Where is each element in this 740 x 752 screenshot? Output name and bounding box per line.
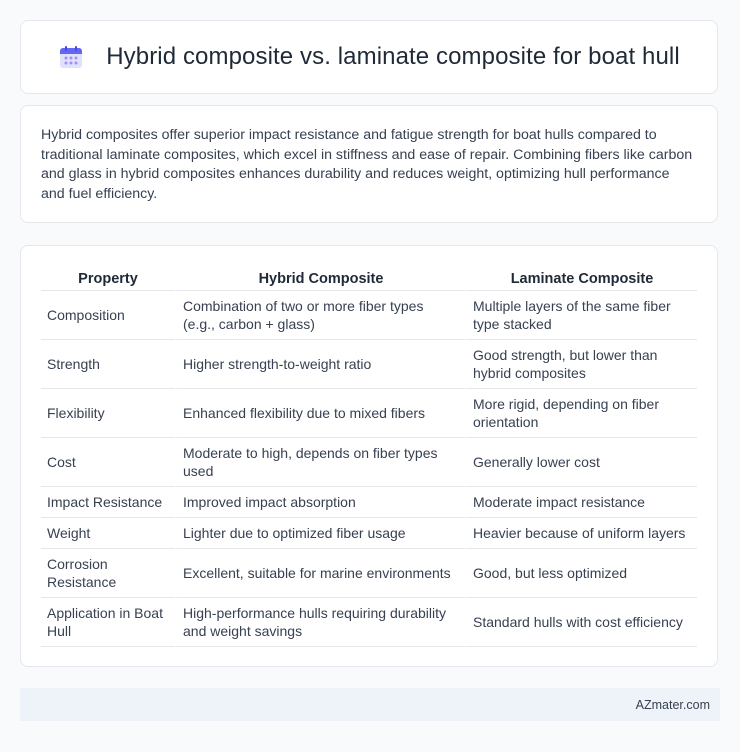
cell-property: Corrosion Resistance bbox=[41, 549, 175, 598]
cell-hybrid: Higher strength-to-weight ratio bbox=[175, 340, 465, 389]
footer bbox=[20, 688, 720, 721]
intro-paragraph: Hybrid composites offer superior impact resistance and fatigue strength for boat hulls compared to traditional laminate composites, which excel in stiffness and ease of repair. Combining fibers like carbon and glass in hybrid composites enhances durability and reduces weight, optimizing hull performance and fuel efficiency. bbox=[41, 127, 693, 202]
cell-property: Composition bbox=[41, 291, 175, 340]
table-row bbox=[41, 549, 697, 598]
header-laminate: Laminate Composite bbox=[465, 268, 697, 291]
cell-laminate: Multiple layers of the same fiber type stacked bbox=[465, 291, 697, 340]
title-card bbox=[20, 20, 718, 94]
header-hybrid: Hybrid Composite bbox=[175, 268, 465, 291]
comparison-card bbox=[20, 245, 718, 667]
cell-property: Application in Boat Hull bbox=[41, 598, 175, 647]
table-row bbox=[41, 487, 697, 518]
table-row bbox=[41, 598, 697, 647]
cell-property: Flexibility bbox=[41, 389, 175, 438]
header-property: Property bbox=[41, 268, 175, 291]
footer-site-name: AZmater.com bbox=[635, 697, 710, 712]
table-header-row bbox=[41, 268, 697, 291]
table-row bbox=[41, 438, 697, 487]
cell-laminate: Good strength, but lower than hybrid composites bbox=[465, 340, 697, 389]
cell-laminate: Standard hulls with cost efficiency bbox=[465, 598, 697, 647]
table-row bbox=[41, 291, 697, 340]
cell-hybrid: High-performance hulls requiring durability and weight savings bbox=[175, 598, 465, 647]
intro-card bbox=[20, 105, 718, 223]
cell-laminate: Moderate impact resistance bbox=[465, 487, 697, 518]
calendar-icon bbox=[58, 44, 84, 70]
cell-hybrid: Lighter due to optimized fiber usage bbox=[175, 518, 465, 549]
cell-hybrid: Improved impact absorption bbox=[175, 487, 465, 518]
cell-property: Cost bbox=[41, 438, 175, 487]
cell-laminate: Heavier because of uniform layers bbox=[465, 518, 697, 549]
table-row bbox=[41, 340, 697, 389]
cell-laminate: More rigid, depending on fiber orientation bbox=[465, 389, 697, 438]
cell-property: Strength bbox=[41, 340, 175, 389]
cell-hybrid: Combination of two or more fiber types (e.g., carbon + glass) bbox=[175, 291, 465, 340]
table-row bbox=[41, 389, 697, 438]
cell-laminate: Good, but less optimized bbox=[465, 549, 697, 598]
cell-property: Impact Resistance bbox=[41, 487, 175, 518]
table-row bbox=[41, 518, 697, 549]
cell-laminate: Generally lower cost bbox=[465, 438, 697, 487]
cell-hybrid: Moderate to high, depends on fiber types used bbox=[175, 438, 465, 487]
cell-hybrid: Enhanced flexibility due to mixed fibers bbox=[175, 389, 465, 438]
comparison-table bbox=[41, 268, 697, 647]
cell-hybrid: Excellent, suitable for marine environments bbox=[175, 549, 465, 598]
title-wrap bbox=[58, 43, 680, 71]
cell-property: Weight bbox=[41, 518, 175, 549]
page-title: Hybrid composite vs. laminate composite for boat hull bbox=[106, 43, 680, 70]
